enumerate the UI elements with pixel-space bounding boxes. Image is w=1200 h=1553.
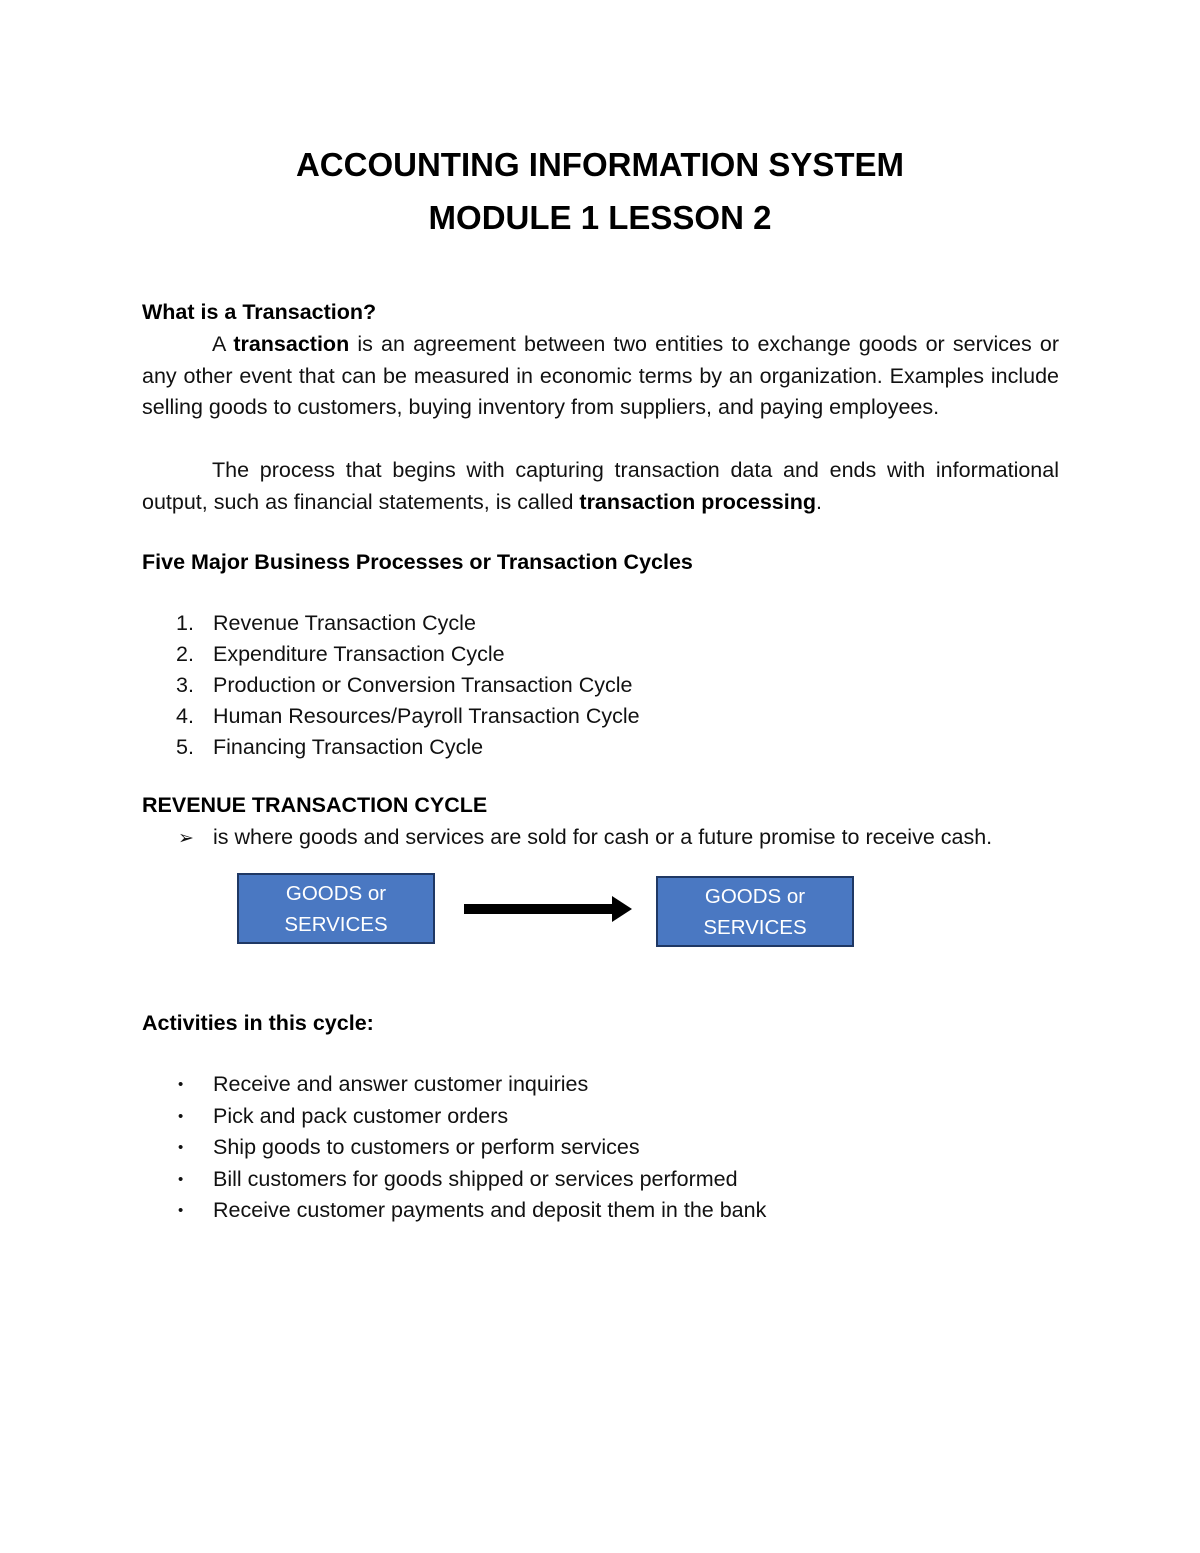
bullet-icon: • bbox=[178, 1170, 184, 1188]
bullet-icon: • bbox=[178, 1107, 184, 1125]
document-subtitle: MODULE 1 LESSON 2 bbox=[428, 199, 772, 236]
list-item: • Bill customers for goods shipped or services performed bbox=[142, 1164, 766, 1196]
bullet-icon: • bbox=[178, 1076, 184, 1093]
goods-or-services-box-left: GOODS or SERVICES bbox=[237, 873, 435, 944]
document-title: ACCOUNTING INFORMATION SYSTEM bbox=[295, 146, 905, 183]
list-item: 1. Revenue Transaction Cycle bbox=[176, 611, 476, 635]
transaction-processing-term: transaction processing bbox=[579, 489, 816, 514]
list-item: • Pick and pack customer orders bbox=[142, 1101, 766, 1133]
transaction-processing-paragraph: The process that begins with capturing transaction data and ends with informational output, such as financial statements, is called transaction processing. bbox=[142, 458, 1059, 514]
activities-list bbox=[142, 1069, 766, 1227]
cycles-list bbox=[142, 608, 640, 763]
arrow-bullet-icon: ➢ bbox=[178, 828, 194, 849]
right-arrow-icon bbox=[464, 895, 632, 923]
activities-heading: Activities in this cycle: bbox=[142, 1011, 374, 1035]
revenue-cycle-description: ➢ is where goods and services are sold for cash or a future promise to receive cash. bbox=[142, 822, 992, 854]
transaction-term: transaction bbox=[233, 332, 350, 356]
bullet-icon: • bbox=[178, 1202, 184, 1219]
goods-or-services-box-right: GOODS or SERVICES bbox=[656, 876, 854, 947]
transaction-definition-paragraph: A transaction is an agreement between two entities to exchange goods or services or any other event that can be measured in economic terms by an organization. Examples include selling goods to customers, buying inventory from suppliers, and paying employees. bbox=[142, 332, 1059, 419]
list-item: 4. Human Resources/Payroll Transaction Cycle bbox=[176, 704, 640, 728]
list-item: • Receive customer payments and deposit them in the bank bbox=[142, 1195, 766, 1227]
revenue-cycle-heading: REVENUE TRANSACTION CYCLE bbox=[142, 793, 488, 817]
bullet-icon: • bbox=[178, 1139, 184, 1156]
transaction-heading: What is a Transaction? bbox=[142, 300, 377, 324]
list-item: • Receive and answer customer inquiries bbox=[142, 1069, 766, 1101]
list-item: 3. Production or Conversion Transaction Cycle bbox=[176, 673, 633, 697]
list-item: • Ship goods to customers or perform services bbox=[142, 1132, 766, 1164]
cycles-heading: Five Major Business Processes or Transaction Cycles bbox=[142, 550, 693, 574]
list-item: 2. Expenditure Transaction Cycle bbox=[176, 642, 505, 666]
list-item: 5. Financing Transaction Cycle bbox=[176, 735, 484, 759]
